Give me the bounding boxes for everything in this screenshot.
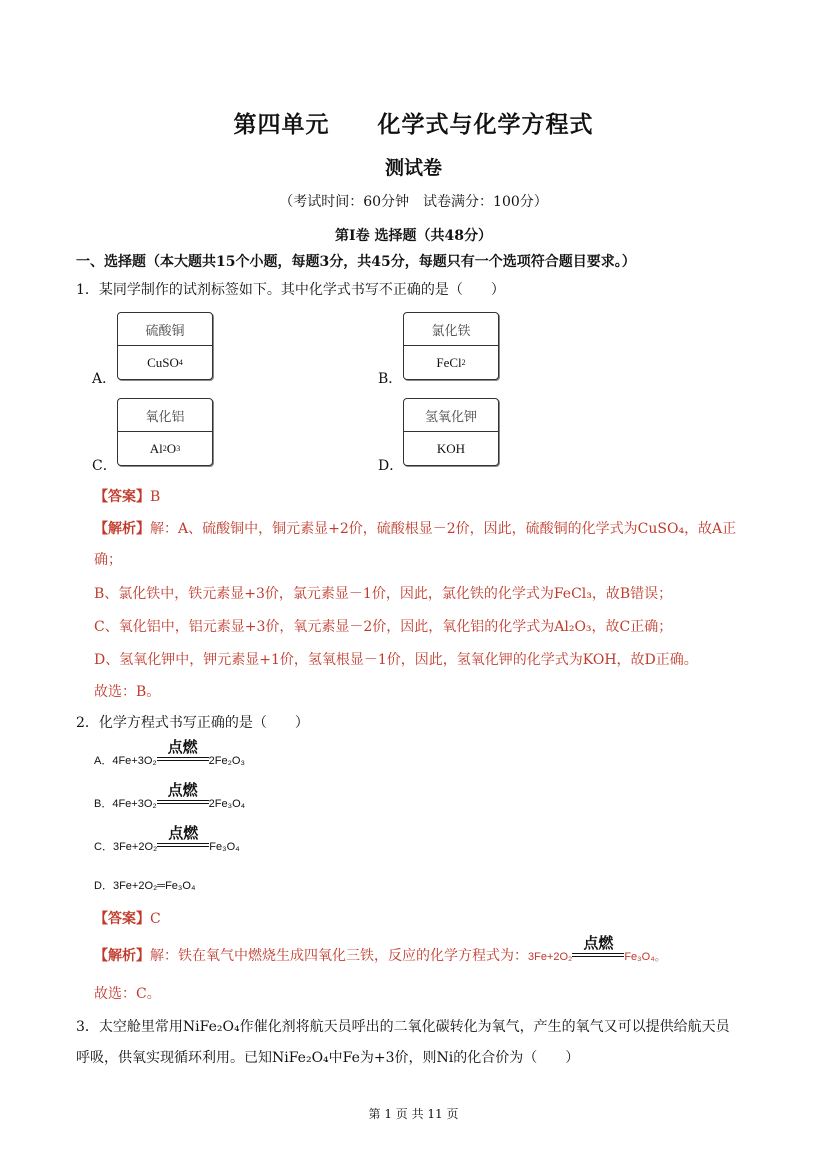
page-footer: 第 1 页 共 11 页 — [368, 1107, 459, 1121]
question-3-line-1: 3．太空舱里常用NiFe₂O₄作催化剂将航天员呼出的二氧化碳转化为氧气，产生的氧气又可以提供给航天员 — [76, 1019, 730, 1035]
card-name: 氯化铁 — [404, 313, 498, 346]
label-card-c — [117, 398, 213, 466]
card-formula: CuSO 4 — [147, 354, 183, 370]
card-formula: Al 2 O 3 — [149, 440, 181, 456]
card-name: 氧化铝 — [118, 399, 212, 432]
card-formula: KOH — [436, 440, 466, 456]
q2-option-d: D．3Fe+2O₂═Fe₃O₄ — [94, 880, 196, 892]
q1-analysis-line-1: 【解析】解：A、硫酸铜中，铜元素显+2价，硫酸根显－2价，因此，硫酸铜的化学式为CuSO₄，故A正 — [94, 521, 737, 537]
card-name: 氢氧化钾 — [404, 399, 498, 432]
option-c-letter: C． — [92, 458, 117, 474]
ignition-condition: 点燃 — [157, 838, 209, 852]
q2-option-b: B．4Fe+3O₂ 点燃 2Fe₃O₄ — [94, 781, 246, 810]
document-subtitle: 测试卷 — [384, 157, 442, 179]
label-card-d — [403, 398, 499, 466]
exam-info: （考试时间：60分钟 试卷满分：100分） — [279, 194, 548, 210]
question-1-stem: 1．某同学制作的试剂标签如下。其中化学式书写不正确的是（ ） — [76, 282, 505, 298]
label-card-a — [117, 312, 213, 380]
q1-conclusion: 故选：B。 — [94, 684, 161, 700]
q2-conclusion: 故选：C。 — [94, 986, 161, 1002]
ignition-condition: 点燃 — [572, 948, 624, 962]
document-title: 第四单元 化学式与化学方程式 — [233, 111, 594, 138]
card-formula: FeCl 2 — [436, 354, 466, 370]
section-title: 第Ⅰ卷 选择题（共48分） — [335, 228, 492, 244]
question-2-stem: 2．化学方程式书写正确的是（ ） — [76, 715, 309, 731]
q2-option-a: A．4Fe+3O₂ 点燃 2Fe₂O₃ — [94, 738, 245, 767]
card-name: 硫酸铜 — [118, 313, 212, 346]
label-card-b — [403, 312, 499, 380]
option-a-letter: A． — [92, 371, 117, 387]
option-d-letter: D． — [378, 458, 404, 474]
q1-answer: 【答案】B — [94, 489, 161, 505]
option-b-letter: B． — [378, 371, 403, 387]
question-3-line-2: 呼吸，供氧实现循环利用。已知NiFe₂O₄中Fe为+3价，则Ni的化合价为（ ） — [76, 1050, 580, 1066]
ignition-condition: 点燃 — [157, 752, 209, 766]
q2-answer: 【答案】C — [94, 911, 161, 927]
q1-analysis-line-5: D、氢氧化钾中，钾元素显+1价，氢氧根显－1价，因此，氢氧化钾的化学式为KOH，故D正确。 — [94, 652, 698, 668]
ignition-condition: 点燃 — [157, 795, 209, 809]
q2-analysis: 【解析】解：铁在氧气中燃烧生成四氧化三铁，反应的化学方程式为：3Fe+2O₂ 点燃 Fe₃O₄。 — [94, 934, 666, 964]
part-heading: 一、选择题（本大题共15个小题，每题3分，共45分，每题只有一个选项符合题目要求。） — [76, 254, 636, 270]
q1-analysis-line-4: C、氧化铝中，铝元素显+3价，氧元素显－2价，因此，氧化铝的化学式为Al₂O₃，故C正确； — [94, 619, 673, 635]
q1-analysis-line-3: B、氯化铁中，铁元素显+3价，氯元素显－1价，因此，氯化铁的化学式为FeCl₃，故B错误； — [94, 586, 673, 602]
q2-option-c: C．3Fe+2O₂ 点燃 Fe₃O₄ — [94, 824, 240, 853]
q1-analysis-line-2: 确； — [94, 552, 122, 568]
